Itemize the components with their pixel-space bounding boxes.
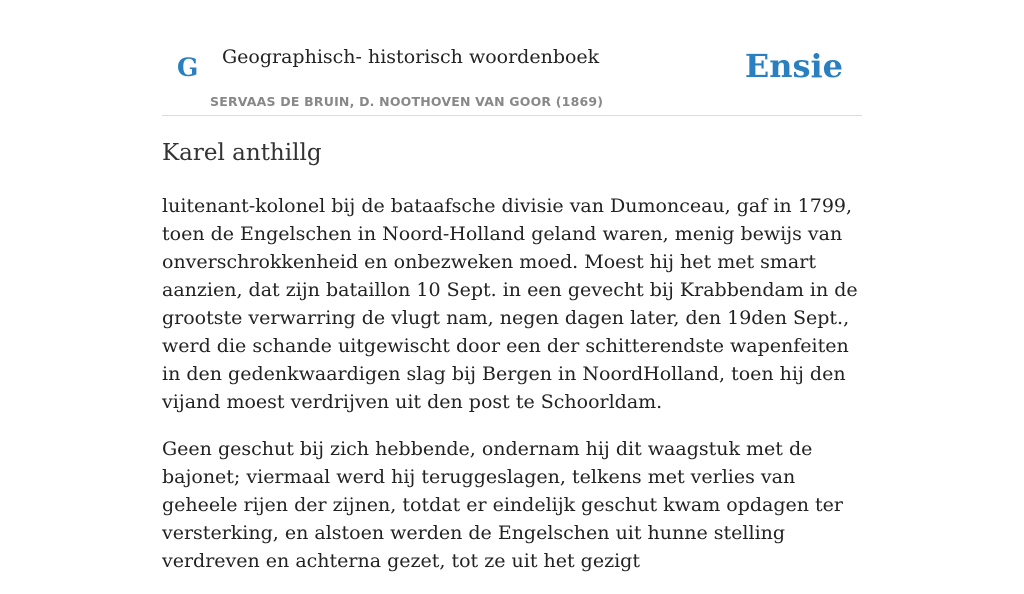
entry-body	[162, 192, 862, 594]
book-title[interactable]: Geographisch- historisch woordenboek	[222, 46, 600, 68]
page	[162, 0, 862, 572]
header	[162, 0, 862, 116]
brand-logo[interactable]: Ensie	[744, 47, 843, 85]
entry-title: Karel anthillg	[162, 140, 322, 166]
entry-paragraph: luitenant-kolonel bij de bataafsche divisie van Dumonceau, gaf in 1799, toen de Engelschen in Noord-Holland geland waren, menig bewijs van onverschrokkenheid en onbezweken moed. Moest hij het met smart aanzien, dat zijn bataillon 10 Sept. in een gevecht bij Krabbendam in de grootste verwarring de vlugt nam, negen dagen later, den 19den Sept., werd die schande uitgewischt door een der schitterendste wapenfeiten in den gedenkwaardigen slag bij Bergen in NoordHolland, toen hij den vijand moest verdrijven uit den post te Schoorldam.	[162, 195, 858, 413]
entry-paragraph: Geen geschut bij zich hebbende, ondernam hij dit waagstuk met de bajonet; viermaal werd hij teruggeslagen, telkens met verlies van geheele rijen der zijnen, totdat er eindelijk geschut kwam opdagen ter versterking, en alstoen werden de Engelschen uit hunne stelling verdreven en achterna gezet, tot ze uit het gezigt	[162, 438, 844, 572]
book-authors: SERVAAS DE BRUIN, D. NOOTHOVEN VAN GOOR (1869)	[210, 94, 604, 109]
book-logo-icon: G	[177, 53, 199, 82]
